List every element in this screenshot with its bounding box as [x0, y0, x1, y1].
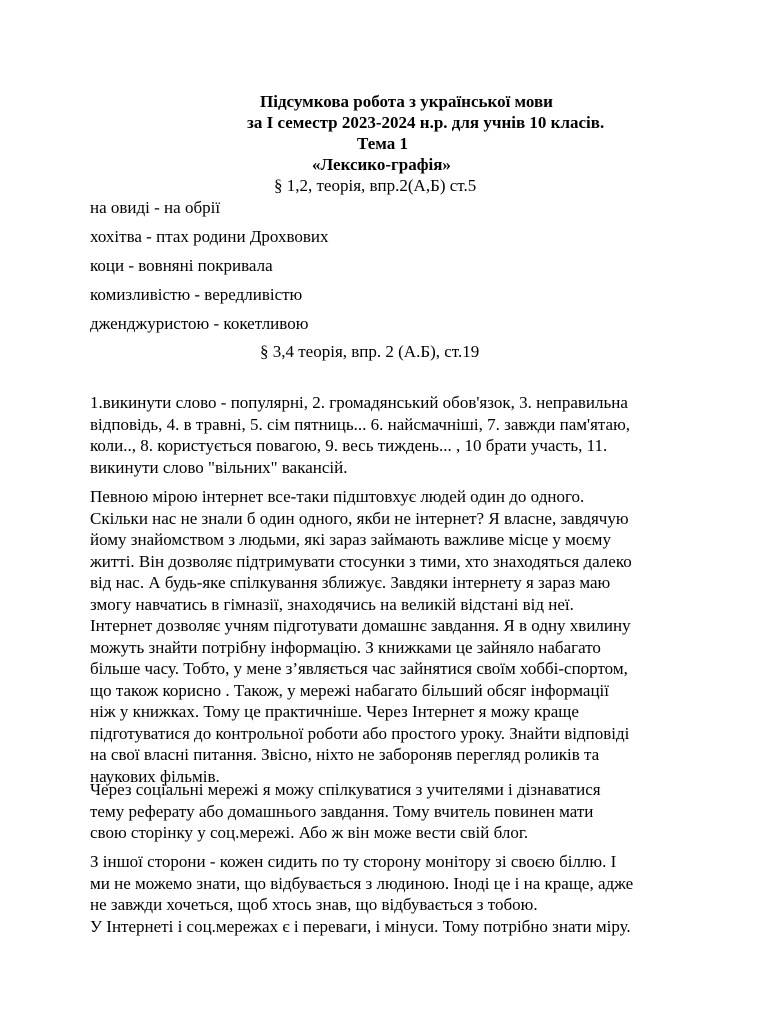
section-ref-2: § 3,4 теорія, впр. 2 (А.Б), ст.19 [260, 342, 480, 361]
topic-number: Тема 1 [357, 134, 408, 153]
vocab-item: коци - вовняні покривала [90, 256, 273, 275]
exercise-answers [90, 392, 690, 478]
essay-line: наукових фільмів. [90, 766, 220, 786]
answer-line: коли.., 8. користується повагою, 9. весь тиждень... , 10 брати участь, 11. [90, 436, 608, 455]
essay-line: Певною мірою інтернет все-таки підштовхує людей один до одного. [90, 487, 585, 506]
topic-name: «Лексико-графія» [312, 155, 451, 174]
vocab-item: комизливістю - вередливістю [90, 285, 303, 304]
section-ref-1: § 1,2, теорія, впр.2(А,Б) ст.5 [274, 176, 477, 195]
essay-line: У Інтернеті і соц.мережах є і переваги, і мінуси. Тому потрібно знати міру. [90, 916, 631, 936]
essay-line: йому знайомством з людьми, які зараз займають важливе місце у моєму [90, 530, 611, 549]
essay-line: більше часу. Тобто, у мене з’являється час зайнятися своїм хоббі-спортом, [90, 659, 628, 678]
vocab-item: хохітва - птах родини Дрохвових [90, 227, 329, 246]
essay-line: можуть знайти потрібну інформацію. З книжками це зайняло набагато [90, 637, 601, 657]
essay-paragraph-1 [90, 486, 690, 787]
essay-line: що також корисно . Також, у мережі набагато більший обсяг інформації [90, 680, 609, 700]
vocab-item: дженджуристою - кокетливою [90, 314, 309, 333]
essay-line: тему реферату або домашнього завдання. Тому вчитель повинен мати [90, 801, 594, 821]
essay-line: свою сторінку у соц.мережі. Або ж він може вести свій блог. [90, 823, 529, 842]
essay-paragraph-3 [90, 851, 690, 937]
title-line-1: Підсумкова робота з української мови [260, 92, 553, 111]
essay-line: від нас. А будь-яке спілкування зближує. Завдяки інтернету я зараз маю [90, 573, 611, 592]
essay-line: Через соціальні мережі я можу спілкуватися з учителями і дізнаватися [90, 780, 601, 799]
essay-line: житті. Він дозволяє підтримувати стосунки з тими, хто знаходяться далеко [90, 551, 632, 571]
essay-line: Скільки нас не знали б один одного, якби не інтернет? Я власне, завдячую [90, 508, 629, 528]
answer-line: викинути слово "вільних" вакансій. [90, 457, 348, 477]
title-line-2: за І семестр 2023-2024 н.р. для учнів 10 класів. [247, 113, 605, 132]
essay-line: не завжди хочеться, щоб хтось знав, що відбувається з тобою. [90, 895, 538, 914]
essay-line: ніж у книжках. Тому це практичніше. Через Інтернет я можу краще [90, 702, 579, 721]
essay-line: на свої власні питання. Звісно, ніхто не забороняв перегляд роликів та [90, 745, 600, 764]
essay-paragraph-2 [90, 779, 690, 844]
essay-line: ми не можемо знати, що відбувається з людиною. Іноді це і на краще, адже [90, 873, 634, 893]
answer-line: 1.викинути слово - популярні, 2. громадянський обов'язок, 3. неправильна [90, 393, 628, 412]
essay-line: підготуватися до контрольної роботи або простого уроку. Знайти відповіді [90, 723, 630, 743]
essay-line: змогу навчатись в гімназії, знаходячись на великій відстані від неї. [90, 594, 574, 614]
essay-line: Інтернет дозволяє учням підготувати домашнє завдання. Я в одну хвилину [90, 616, 631, 635]
vocab-item: на овиді - на обрії [90, 198, 221, 217]
answer-line: відповідь, 4. в травні, 5. сім пятниць... 6. найсмачніші, 7. завжди пам'ятаю, [90, 414, 631, 434]
essay-line: З іншої сторони - кожен сидить по ту сторону монітору зі своєю біллю. І [90, 852, 617, 871]
